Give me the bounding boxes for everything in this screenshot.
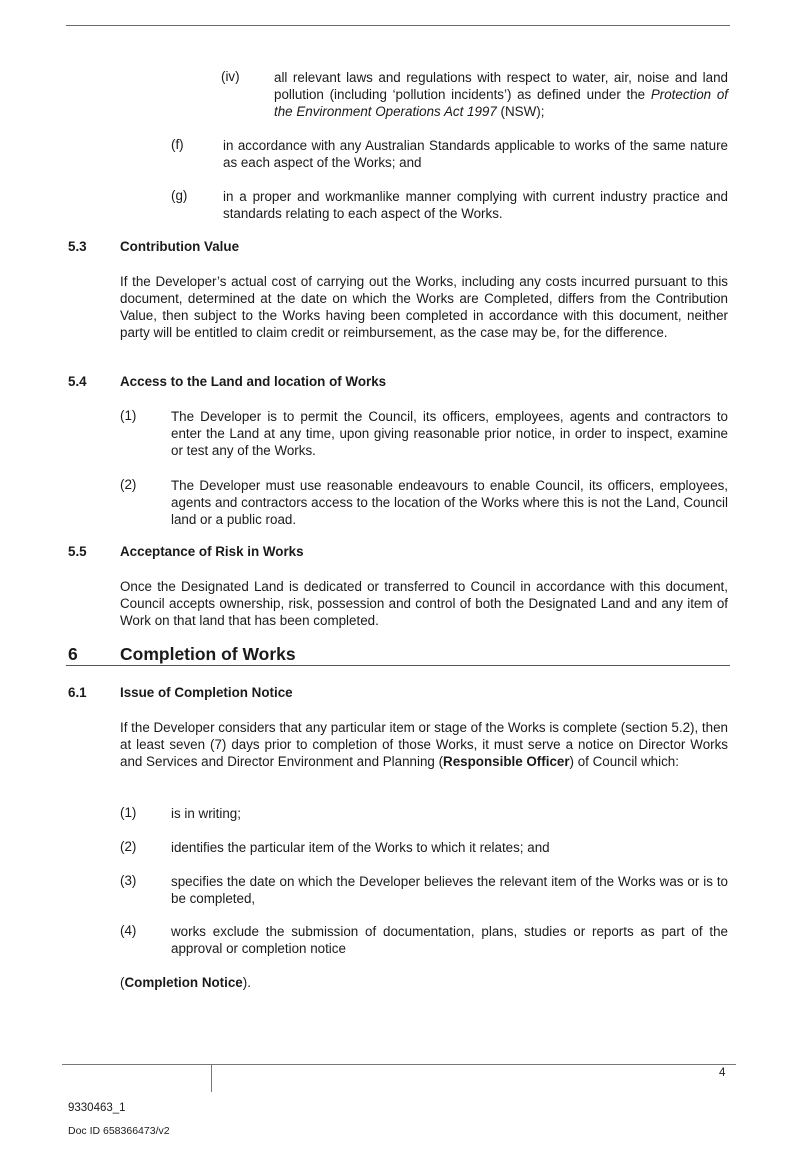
header-rule <box>66 25 730 26</box>
chapter-rule <box>66 665 730 666</box>
item-text: The Developer must use reasonable endeavours to enable Council, its officers, employees, agents and contractors access to the location of the Works where this is not the Land, Council land or a public road. <box>171 478 728 527</box>
item-label: (g) <box>171 188 188 203</box>
item-text: is in writing; <box>171 806 241 821</box>
item-label: (2) <box>120 477 137 492</box>
item-f-text: in accordance with any Australian Standards applicable to works of the same nature as each aspect of the Works; and <box>223 138 728 170</box>
item-label: (f) <box>171 137 184 152</box>
section-body: If the Developer considers that any particular item or stage of the Works is complete (section 5.2), then at least seven (7) days prior to completion of those Works, it must serve a notice on Director Works and Services and Director Environment and Planning (Responsible Officer) of Council which: <box>120 720 728 769</box>
page-number: 4 <box>719 1067 726 1079</box>
item-label: (3) <box>120 873 137 888</box>
footer-rule <box>62 1064 736 1065</box>
item-text: works exclude the submission of documentation, plans, studies or reports as part of the approval or completion notice <box>171 924 728 956</box>
doc-id: Doc ID 658366473/v2 <box>68 1125 170 1137</box>
section-body: If the Developer’s actual cost of carrying out the Works, including any costs incurred pursuant to this document, determined at the date on which the Works are Completed, differs from the Contribution Value, then subject to the Works having been completed in accordance with this document, neither party will be entitled to claim credit or reimbursement, as the case may be, for the difference. <box>120 274 728 340</box>
item-label: (1) <box>120 805 137 820</box>
item-label: (iv) <box>221 69 240 84</box>
section-body: Once the Designated Land is dedicated or transferred to Council in accordance with this document, Council accepts ownership, risk, possession and control of both the Designated Land and any item of Work on that land that has been completed. <box>120 579 728 628</box>
section-number: 6.1 <box>68 685 87 700</box>
item-iv-text: all relevant laws and regulations with respect to water, air, noise and land pollution (including ‘pollution incidents’) as defined under the Protection of the Environment Operations Act 1997 (NSW); <box>274 70 728 119</box>
item-text: identifies the particular item of the Works to which it relates; and <box>171 840 550 855</box>
section-heading: Acceptance of Risk in Works <box>120 544 304 559</box>
completion-notice-definition: (Completion Notice). <box>120 975 251 990</box>
section-heading: Contribution Value <box>120 239 240 254</box>
item-label: (4) <box>120 923 137 938</box>
item-text: The Developer is to permit the Council, its officers, employees, agents and contractors to enter the Land at any time, upon giving reasonable prior notice, in order to inspect, examine or test any of the Works. <box>171 409 728 458</box>
item-label: (2) <box>120 839 137 854</box>
footer-divider <box>211 1065 212 1092</box>
section-number: 5.5 <box>68 544 87 559</box>
section-heading: Access to the Land and location of Works <box>120 374 387 389</box>
chapter-heading: Completion of Works <box>120 644 296 664</box>
item-g-text: in a proper and workmanlike manner complying with current industry practice and standards relating to each aspect of the Works. <box>223 189 728 221</box>
section-number: 5.4 <box>68 374 87 389</box>
item-text: specifies the date on which the Developer believes the relevant item of the Works was or is to be completed, <box>171 874 728 906</box>
item-label: (1) <box>120 408 137 423</box>
section-number: 5.3 <box>68 239 87 254</box>
section-heading: Issue of Completion Notice <box>120 685 293 700</box>
doc-number: 9330463_1 <box>68 1102 126 1114</box>
chapter-number: 6 <box>68 644 78 664</box>
